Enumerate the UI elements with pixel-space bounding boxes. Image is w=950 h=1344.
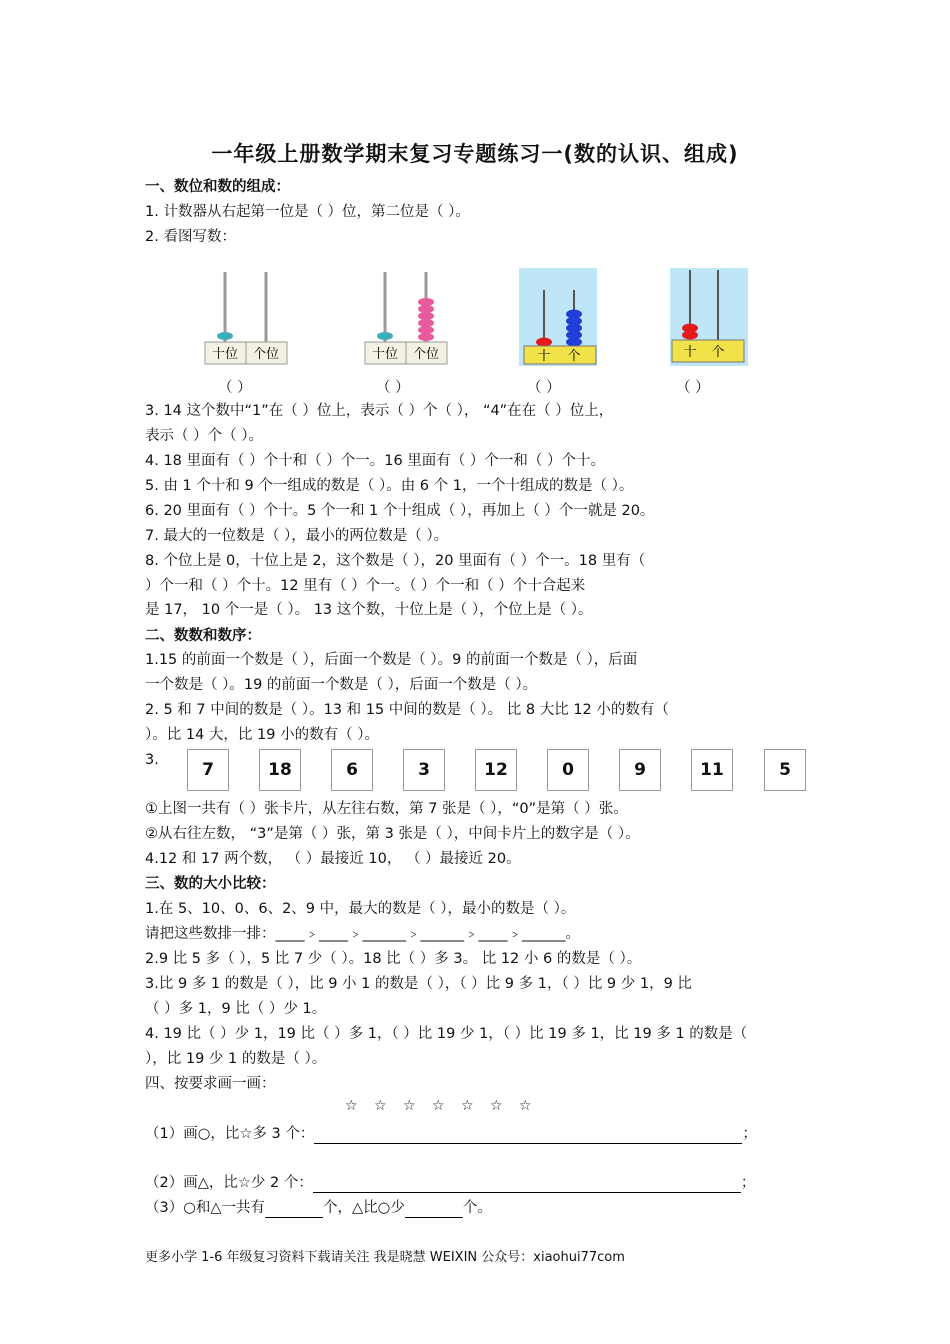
s1-q5: 5. 由 1 个十和 9 个一组成的数是（ ）。由 6 个 1，一个十组成的数是（ ）。 [145, 478, 634, 494]
bead [418, 326, 434, 334]
number-card: 9 [619, 749, 661, 791]
s1-q6: 6. 20 里面有（ ）个十。5 个一和 1 个十组成（ ），再加上（ ）个一就是 20。 [145, 503, 655, 519]
s2-q1-line1: 1.15 的前面一个数是（ ），后面一个数是（ ）。9 的前面一个数是（ ），后面 [145, 652, 638, 668]
s3-q3-line1: 3.比 9 多 1 的数是（ ），比 9 小 1 的数是（ ），（ ）比 9 多 1，（ ）比 9 少 1，9 比 [145, 976, 692, 992]
s4-q2-text: （2）画△，比☆少 2 个： [145, 1175, 313, 1191]
tens-label: 十 [537, 349, 551, 364]
s2-q3-line2: ②从右往左数， “3”是第（ ）张，第 3 张是（ ），中间卡片上的数字是（ ）。 [145, 826, 640, 842]
s1-q8-line1: 8. 个位上是 0，十位上是 2，这个数是（ ），20 里面有（ ）个一。18 里有（ [145, 553, 646, 569]
s2-q3-label: 3. [145, 752, 159, 768]
number-card: 6 [331, 749, 373, 791]
s3-q2: 2.9 比 5 多（ ），5 比 7 少（ ）。18 比（ ）多 3。 比 12 小 6 的数是（ ）。 [145, 951, 642, 967]
s3-q3-line2: （ ）多 1，9 比（ ）少 1。 [145, 1001, 327, 1017]
answer-paren-1: （ ） [218, 380, 252, 396]
s1-q7: 7. 最大的一位数是（ ），最小的两位数是（ ）。 [145, 528, 449, 544]
number-card: 12 [475, 749, 517, 791]
number-card: 7 [187, 749, 229, 791]
s4-q1 [145, 1124, 757, 1144]
s3-q1-line1: 1.在 5、10、0、6、2、9 中，最大的数是（ ），最小的数是（ ）。 [145, 901, 576, 917]
s1-q8-line3: 是 17， 10 个一是（ ）。 13 这个数，十位上是（ ），个位上是（ ）。 [145, 602, 593, 618]
s2-q2-line1: 2. 5 和 7 中间的数是（ ）。13 和 15 中间的数是（ ）。 比 8 大比 12 小的数有（ [145, 702, 669, 718]
bead [377, 332, 393, 340]
bead [418, 298, 434, 306]
s4-q3-text-3: 个。 [462, 1200, 492, 1216]
section-2-heading: 二、数数和数序： [145, 628, 261, 644]
answer-blank[interactable] [265, 1201, 323, 1218]
footer-note: 更多小学 1-6 年级复习资料下载请关注 我是晓慧 WEIXIN 公众号：xiaohui77com [145, 1250, 625, 1265]
tens-label: 十 [683, 345, 697, 360]
answer-line[interactable] [314, 1127, 742, 1144]
abacus-figure-4 [670, 268, 750, 368]
abacus-figure-2 [364, 268, 448, 366]
s2-q4: 4.12 和 17 两个数， （ ）最接近 10， （ ）最接近 20。 [145, 851, 521, 867]
section-3-heading: 三、数的大小比较： [145, 876, 276, 892]
abacus-figure-3 [519, 268, 599, 368]
bead [536, 338, 552, 347]
s4-q3-text-2: 个，△比○少 [323, 1200, 405, 1216]
s1-q8-line2: ）个一和（ ）个十。12 里有（ ）个一。（ ）个一和（ ）个十合起来 [145, 578, 586, 594]
number-card: 11 [691, 749, 733, 791]
bead [418, 333, 434, 341]
page-title: 一年级上册数学期末复习专题练习一(数的认识、组成) [211, 142, 739, 166]
ones-label: 个 [567, 349, 581, 364]
bead [566, 338, 582, 347]
section-1-heading: 一、数位和数的组成： [145, 179, 290, 195]
s4-q1-text: （1）画○，比☆多 3 个： [145, 1126, 315, 1142]
s2-q1-line2: 一个数是（ ）。19 的前面一个数是（ ），后面一个数是（ ）。 [145, 677, 538, 693]
s3-q1-line2: 请把这些数排一排：____﹥____﹥______﹥______﹥____﹥______。 [145, 926, 580, 942]
bead [682, 331, 698, 340]
s1-q4: 4. 18 里面有（ ）个十和（ ）个一。16 里面有（ ）个一和（ ）个十。 [145, 453, 605, 469]
section-4-heading: 四、按要求画一画： [145, 1076, 276, 1092]
answer-paren-2: （ ） [376, 380, 410, 396]
bead [418, 319, 434, 327]
ones-label: 个 [711, 345, 725, 360]
bead [418, 305, 434, 313]
s2-q2-line2: ）。比 14 大，比 19 小的数有（ ）。 [145, 727, 379, 743]
bead [217, 332, 233, 340]
s4-q3-text-1: （3）○和△一共有 [145, 1200, 266, 1216]
s1-q3-line1: 3. 14 这个数中“1”在（ ）位上，表示（ ）个（ ）， “4”在在（ ）位上， [145, 403, 614, 419]
number-card: 0 [547, 749, 589, 791]
ones-label: 个位 [252, 347, 280, 362]
s1-q1: 1. 计数器从右起第一位是（ ）位，第二位是（ ）。 [145, 204, 470, 220]
semicolon: ； [742, 1126, 757, 1142]
s2-q3-line1: ①上图一共有（ ）张卡片，从左往右数，第 7 张是（ ），“0”是第（ ）张。 [145, 801, 628, 817]
abacus-figure-1 [204, 268, 288, 366]
answer-line[interactable] [313, 1176, 741, 1193]
s1-q3-line2: 表示（ ）个（ ）。 [145, 428, 263, 444]
answer-paren-3: （ ） [527, 380, 561, 396]
stars-row: ☆ ☆ ☆ ☆ ☆ ☆ ☆ [345, 1098, 538, 1114]
semicolon: ； [740, 1175, 756, 1191]
s1-q2: 2. 看图写数： [145, 229, 236, 245]
ones-label: 个位 [412, 347, 440, 362]
number-card: 3 [403, 749, 445, 791]
s3-q4-line2: ），比 19 少 1 的数是（ ）。 [145, 1051, 327, 1067]
s4-q2 [145, 1173, 755, 1193]
tens-label: 十位 [371, 347, 399, 362]
number-card: 5 [764, 749, 806, 791]
answer-paren-4: （ ） [676, 380, 710, 396]
s3-q4-line1: 4. 19 比（ ）少 1，19 比（ ）多 1，（ ）比 19 少 1，（ ）比 19 多 1，比 19 多 1 的数是（ [145, 1026, 748, 1042]
number-card: 18 [259, 749, 301, 791]
tens-label: 十位 [211, 347, 239, 362]
answer-blank[interactable] [405, 1201, 463, 1218]
s4-q3 [145, 1198, 492, 1218]
bead [418, 312, 434, 320]
